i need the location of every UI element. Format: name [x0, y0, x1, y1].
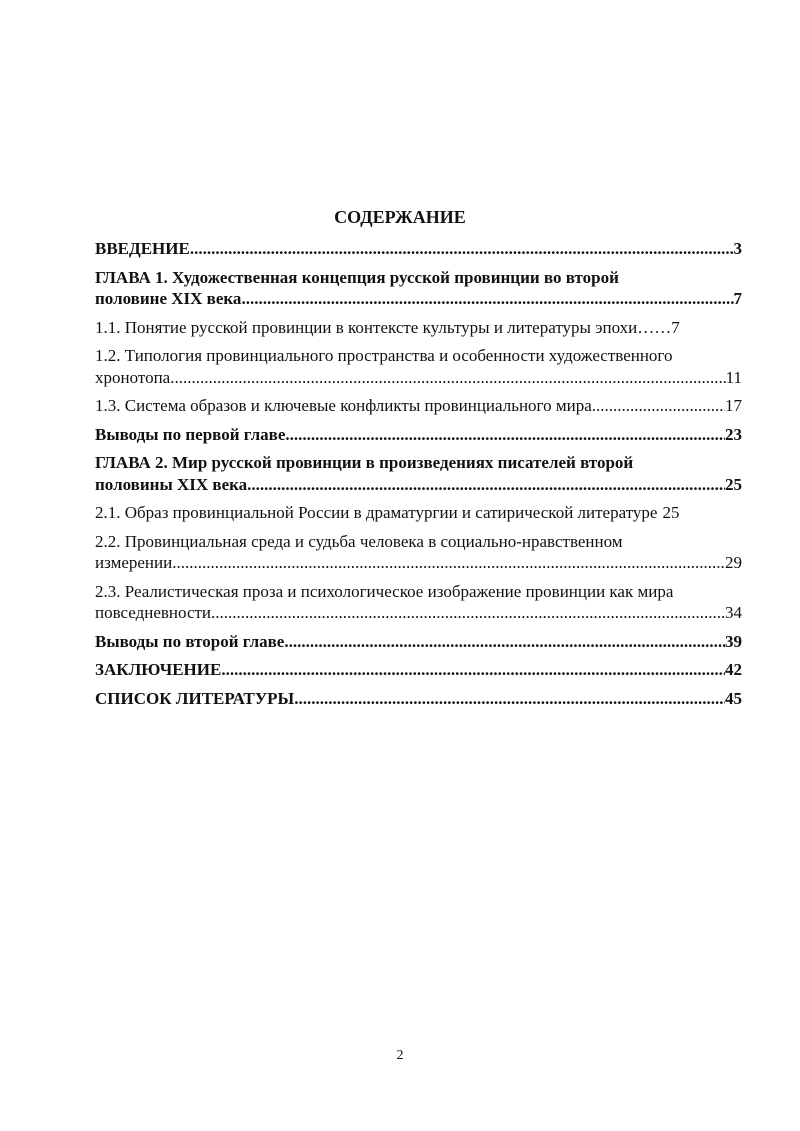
toc-leader-dots: [241, 288, 733, 310]
toc-leader-dots: [284, 631, 725, 653]
toc-line: [95, 317, 742, 339]
toc-leader-dots: [285, 424, 725, 446]
toc-entry-section-1-1[interactable]: [95, 317, 742, 339]
toc-entry-page: 34: [725, 603, 742, 622]
toc-entry-page: 23: [725, 424, 742, 444]
toc-entry-chapter-1[interactable]: [95, 267, 742, 310]
toc-line: [95, 288, 742, 310]
toc-entry-title-line1: 2.3. Реалистическая проза и психологическое изображение провинции как мира: [95, 581, 674, 601]
toc-entry-title: половины XIX века: [95, 474, 248, 494]
toc-entry-title-line1: ГЛАВА 2. Мир русской провинции в произведениях писателей второй: [95, 453, 634, 472]
toc-entry-page: 7: [671, 317, 680, 337]
toc-entry-chapter-2[interactable]: [95, 452, 742, 495]
toc-entry-page: 3: [733, 239, 742, 258]
toc-line: [95, 602, 742, 624]
toc-leader-dots: [190, 238, 734, 260]
toc-entry-section-2-1[interactable]: [95, 502, 742, 524]
toc-line: [95, 395, 742, 417]
toc-leader-dots: [221, 659, 725, 681]
toc-line: [95, 474, 742, 496]
toc-line: [95, 424, 742, 446]
toc-entry-page: 17: [725, 396, 742, 415]
toc-entry-page: 39: [725, 631, 742, 651]
toc-entry-page: 45: [725, 688, 742, 708]
toc-leader-dots: [211, 602, 725, 624]
toc-entry-title: хронотопа: [95, 367, 171, 387]
toc-entry-title-line1: 2.2. Провинциальная среда и судьба человека в социально-нравственном: [95, 531, 623, 551]
toc-entry-title: 1.1. Понятие русской провинции в контексте культуры и литературы эпохи……: [95, 317, 672, 337]
toc-entry-bibliography[interactable]: [95, 688, 742, 710]
toc-entry-section-1-3[interactable]: [95, 395, 742, 417]
toc-title: СОДЕРЖАНИЕ: [334, 207, 466, 227]
toc-line: [95, 367, 742, 389]
toc-entry-introduction[interactable]: [95, 238, 742, 260]
table-of-contents: [95, 238, 742, 716]
toc-line: [95, 502, 742, 524]
toc-line: [95, 659, 742, 681]
toc-line: [95, 631, 742, 653]
toc-line: [95, 688, 742, 710]
toc-entry-conclusions-1[interactable]: [95, 424, 742, 446]
toc-entry-title: СПИСОК ЛИТЕРАТУРЫ: [95, 688, 295, 708]
toc-leader-dots: [247, 474, 725, 496]
toc-entry-title: повседневности: [95, 603, 212, 622]
toc-line: [95, 238, 742, 260]
toc-leader-dots: [592, 395, 725, 417]
toc-entry-title: измерении: [95, 553, 173, 572]
toc-entry-page: 7: [733, 289, 742, 308]
toc-entry-title: ЗАКЛЮЧЕНИЕ: [95, 660, 222, 679]
toc-leader-dots: [170, 367, 725, 389]
toc-entry-conclusion[interactable]: [95, 659, 742, 681]
toc-entry-page: 25: [662, 503, 680, 522]
toc-line: [95, 552, 742, 574]
toc-entry-page: 29: [725, 553, 742, 572]
toc-entry-title-line1: ГЛАВА 1. Художественная концепция русской провинции во второй: [95, 267, 619, 287]
toc-entry-page: 25: [725, 474, 742, 494]
toc-entry-title-line1: 1.2. Типология провинциального пространства и особенности художественного: [95, 346, 673, 365]
toc-entry-title: Выводы по первой главе: [95, 424, 286, 444]
toc-entry-page: 11: [725, 367, 742, 387]
toc-entry-title: Выводы по второй главе: [95, 631, 285, 651]
page-number: 2: [396, 1048, 404, 1063]
toc-entry-title: 1.3. Система образов и ключевые конфликты провинциального мира: [95, 396, 592, 415]
toc-leader-dots: [172, 552, 725, 574]
toc-entry-section-2-2[interactable]: [95, 531, 742, 574]
toc-entry-page: 42: [725, 660, 742, 679]
toc-entry-conclusions-2[interactable]: [95, 631, 742, 653]
toc-entry-title: ВВЕДЕНИЕ: [95, 239, 190, 258]
toc-entry-title: 2.1. Образ провинциальной России в драматургии и сатирической литературе: [95, 503, 658, 522]
toc-entry-title: половине XIX века: [95, 289, 242, 308]
toc-entry-section-1-2[interactable]: [95, 345, 742, 388]
toc-entry-section-2-3[interactable]: [95, 581, 742, 624]
toc-leader-dots: [294, 688, 725, 710]
